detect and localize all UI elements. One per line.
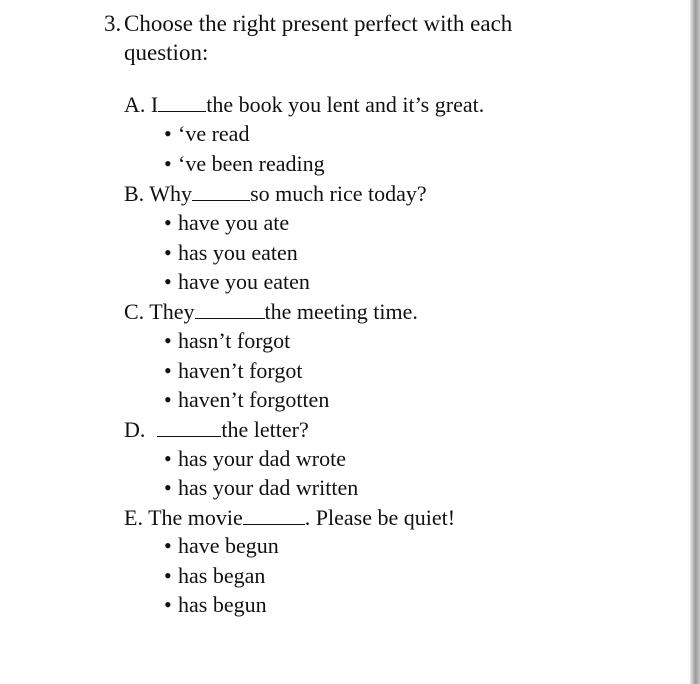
item-a-blank bbox=[158, 93, 206, 112]
item-e-option-2 bbox=[164, 562, 265, 590]
item-b-letter: B. bbox=[124, 181, 145, 206]
item-a-option-2 bbox=[164, 150, 325, 178]
item-b-option-1 bbox=[164, 209, 289, 237]
item-c-option-1 bbox=[164, 327, 290, 355]
item-d-after: the letter? bbox=[221, 417, 309, 442]
item-d-blank bbox=[157, 418, 221, 437]
bullet-icon: • bbox=[164, 328, 172, 353]
bullet-icon: • bbox=[164, 210, 172, 235]
question-text-line-2: question: bbox=[124, 40, 209, 65]
item-e-option-1 bbox=[164, 532, 279, 560]
item-e-after: . Please be quiet! bbox=[304, 505, 456, 530]
option-text: have you ate bbox=[178, 210, 290, 235]
item-c-option-3 bbox=[164, 386, 329, 414]
bullet-icon: • bbox=[164, 533, 172, 558]
item-a-after: the book you lent and it’s great. bbox=[206, 92, 485, 117]
item-d-option-2 bbox=[164, 474, 358, 502]
option-text: haven’t forgotten bbox=[178, 387, 330, 412]
item-e-option-3 bbox=[164, 591, 267, 619]
item-c-blank bbox=[195, 300, 265, 319]
option-text: haven’t forgot bbox=[178, 358, 303, 383]
question-text-line-1: Choose the right present perfect with each bbox=[124, 11, 513, 36]
item-d-option-1 bbox=[164, 445, 346, 473]
item-b-option-2 bbox=[164, 239, 298, 267]
option-text: has you eaten bbox=[178, 240, 298, 265]
item-a-before: I bbox=[150, 92, 159, 117]
item-b-blank bbox=[192, 182, 250, 201]
item-b-before: Why bbox=[149, 181, 193, 206]
option-text: ‘ve read bbox=[178, 121, 250, 146]
option-text: has your dad written bbox=[178, 475, 359, 500]
item-e-blank bbox=[243, 506, 305, 525]
item-a-prompt bbox=[124, 91, 484, 119]
option-text: ‘ve been reading bbox=[178, 151, 325, 176]
item-b-option-3 bbox=[164, 268, 310, 296]
page-edge-shadow bbox=[690, 0, 700, 684]
bullet-icon: • bbox=[164, 151, 172, 176]
item-b-prompt bbox=[124, 180, 427, 208]
option-text: hasn’t forgot bbox=[178, 328, 291, 353]
item-d-letter: D. bbox=[124, 417, 146, 442]
item-e-prompt bbox=[124, 504, 455, 532]
item-c-option-2 bbox=[164, 357, 302, 385]
item-c-letter: C. bbox=[124, 299, 145, 324]
option-text: has began bbox=[178, 563, 266, 588]
bullet-icon: • bbox=[164, 387, 172, 412]
option-text: have begun bbox=[178, 533, 279, 558]
bullet-icon: • bbox=[164, 269, 172, 294]
item-d-prompt bbox=[124, 416, 309, 444]
bullet-icon: • bbox=[164, 121, 172, 146]
item-b-after: so much rice today? bbox=[250, 181, 427, 206]
bullet-icon: • bbox=[164, 592, 172, 617]
bullet-icon: • bbox=[164, 475, 172, 500]
bullet-icon: • bbox=[164, 358, 172, 383]
bullet-icon: • bbox=[164, 446, 172, 471]
option-text: has your dad wrote bbox=[178, 446, 347, 471]
item-c-before: They bbox=[149, 299, 195, 324]
item-a-option-1 bbox=[164, 120, 249, 148]
bullet-icon: • bbox=[164, 563, 172, 588]
question-number: 3. bbox=[104, 11, 122, 36]
option-text: has begun bbox=[178, 592, 267, 617]
bullet-icon: • bbox=[164, 240, 172, 265]
item-c-after: the meeting time. bbox=[264, 299, 418, 324]
item-a-letter: A. bbox=[124, 92, 146, 117]
item-c-prompt bbox=[124, 298, 418, 326]
item-e-letter: E. bbox=[124, 505, 143, 530]
item-e-before: The movie bbox=[148, 505, 243, 530]
option-text: have you eaten bbox=[178, 269, 310, 294]
